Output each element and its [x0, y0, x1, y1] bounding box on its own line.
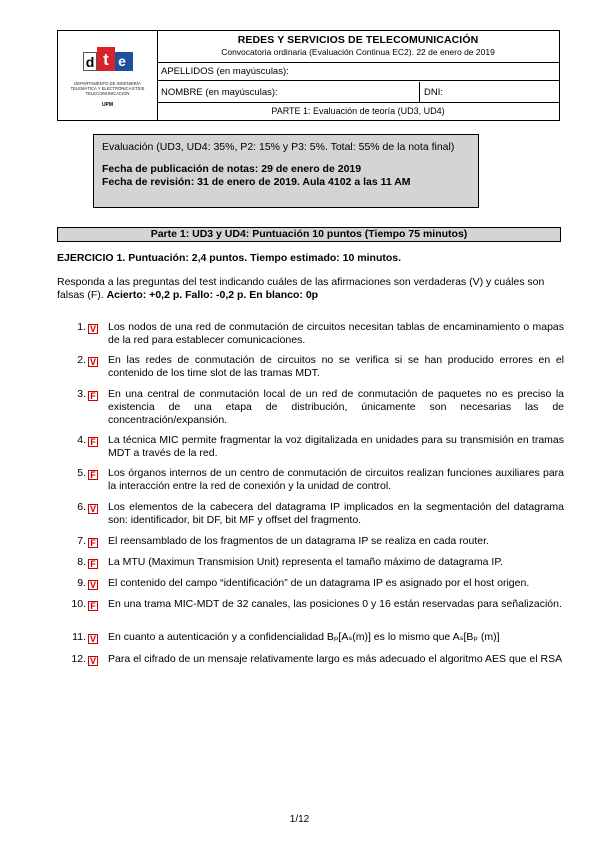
university-label: UPM [101, 102, 114, 108]
dni-label: DNI: [424, 87, 443, 98]
course-title: REDES Y SERVICIOS DE TELECOMUNICACIÓN [237, 34, 479, 46]
scoring-rules: Acierto: +0,2 p. Fallo: -0,2 p. En blanco: 0p [106, 289, 319, 301]
question-number: 9. [77, 577, 86, 589]
question-number: 6. [77, 501, 86, 513]
dte-logo [83, 47, 135, 71]
answer-mark[interactable]: V [89, 580, 96, 590]
question-number: 1. [77, 321, 86, 333]
exam-subtitle: Convocatoria ordinaria (Evaluación Continua EC2). 22 de enero de 2019 [221, 47, 495, 57]
exercise-title: EJERCICIO 1. Puntuación: 2,4 puntos. Tiempo estimado: 10 minutos. [57, 252, 402, 264]
question-text: Los nodos de una red de conmutación de circuitos necesitan tablas de encaminamiento o mapas de la red para establecer comunicaciones. [108, 321, 564, 346]
question-number: 2. [77, 354, 86, 366]
apellidos-field[interactable] [157, 62, 559, 81]
publication-date: Fecha de publicación de notas: 29 de enero de 2019 [102, 163, 362, 175]
question-text: La MTU (Maximun Transmision Unit) representa el tamaño máximo de datagrama IP. [108, 556, 503, 568]
logo-bar [129, 52, 133, 71]
department-text: DEPARTAMENTO DE INGENIERÍA TELEMÁTICA Y ELECTRÓNICA ETSIS TELECOMUNICACIÓN [70, 81, 145, 96]
exam-header-table [57, 30, 560, 121]
question-number: 12. [71, 653, 86, 665]
answer-mark[interactable]: F [88, 470, 98, 480]
title-cell [157, 31, 559, 63]
question-text: La técnica MIC permite fragmentar la voz digitalizada en unidades para su transmisión en tramas MDT a través de la red. [108, 434, 564, 459]
question-number: 8. [77, 556, 86, 568]
question-text: Para el cifrado de un mensaje relativamente largo es más adecuado el algoritmo AES que el RSA [108, 653, 563, 665]
question-text: En las redes de conmutación de circuitos no se verifica si se han producido errores en el contenido de los time slot de las tramas MDT. [108, 354, 564, 379]
revision-date: Fecha de revisión: 31 de enero de 2019. Aula 4102 a las 11 AM [102, 176, 411, 188]
question-text: Los elementos de la cabecera del datagrama IP implicados en la segmentación del datagrama son: identificador, bit DF, bit MF y offset del fragmento. [108, 501, 564, 526]
question-number: 10. [71, 598, 86, 610]
logo-cell [58, 31, 158, 120]
question-text: En cuanto a autenticación y a confidencialidad Bₚ[Aₛ(m)] es lo mismo que Aₛ[Bₚ (m)] [108, 631, 500, 643]
question-number: 5. [77, 467, 86, 479]
question-number: 3. [77, 388, 86, 400]
answer-mark[interactable]: F [88, 391, 98, 401]
parte-label: PARTE 1: Evaluación de teoría (UD3, UD4) [271, 106, 445, 116]
answer-mark[interactable]: F [88, 437, 98, 447]
evaluation-weights: Evaluación (UD3, UD4: 35%, P2: 15% y P3: 5%. Total: 55% de la nota final) [102, 141, 455, 153]
question-text: El contenido del campo “identificación” de un datagrama IP es asignado por el host origen. [108, 577, 530, 589]
question-text: Los órganos internos de un centro de conmutación de circuitos realizan funciones auxiliares para la interacción entre la red de conexión y la unidad de control. [108, 467, 564, 492]
question-text: El reensamblado de los fragmentos de un datagrama IP se realiza en cada router. [108, 535, 489, 547]
apellidos-label: APELLIDOS (en mayúsculas): [161, 66, 289, 77]
logo-letter-d: d [83, 52, 97, 71]
question-number: 11. [72, 631, 86, 643]
question-text: En una trama MIC-MDT de 32 canales, las posiciones 0 y 16 están reservadas para señalización. [108, 598, 562, 610]
answer-mark[interactable]: V [89, 357, 96, 367]
dni-field[interactable] [419, 82, 443, 102]
page-number: 1/12 [289, 814, 310, 825]
question-number: 4. [77, 434, 86, 446]
answer-mark[interactable]: V [89, 656, 96, 666]
parte-label-row [157, 103, 559, 120]
section-title-bar: Parte 1: UD3 y UD4: Puntuación 10 puntos (Tiempo 75 minutos) [57, 227, 561, 242]
nombre-field[interactable] [157, 82, 559, 103]
logo-letter-e: e [115, 52, 129, 71]
answer-mark[interactable]: F [88, 601, 98, 611]
answer-mark[interactable]: F [88, 559, 98, 569]
instructions-text: Responda a las preguntas del test indicando cuáles de las afirmaciones son verdaderas (V) y cuáles son falsas (F). [57, 276, 545, 301]
answer-mark[interactable]: F [88, 538, 98, 548]
logo-letter-t: t [97, 47, 115, 71]
exercise-instructions [57, 276, 561, 302]
nombre-label: NOMBRE (en mayúsculas): [161, 87, 278, 98]
evaluation-info-box [93, 134, 479, 208]
answer-mark[interactable]: V [89, 504, 96, 514]
answer-mark[interactable]: V [89, 324, 96, 334]
answer-mark[interactable]: V [89, 634, 96, 644]
question-text: En una central de conmutación local de un red de conmutación de paquetes no es preciso la existencia de una etapa de distribución, únicamente son necesarias las de concentración/expansión. [108, 388, 564, 426]
question-number: 7. [77, 535, 86, 547]
